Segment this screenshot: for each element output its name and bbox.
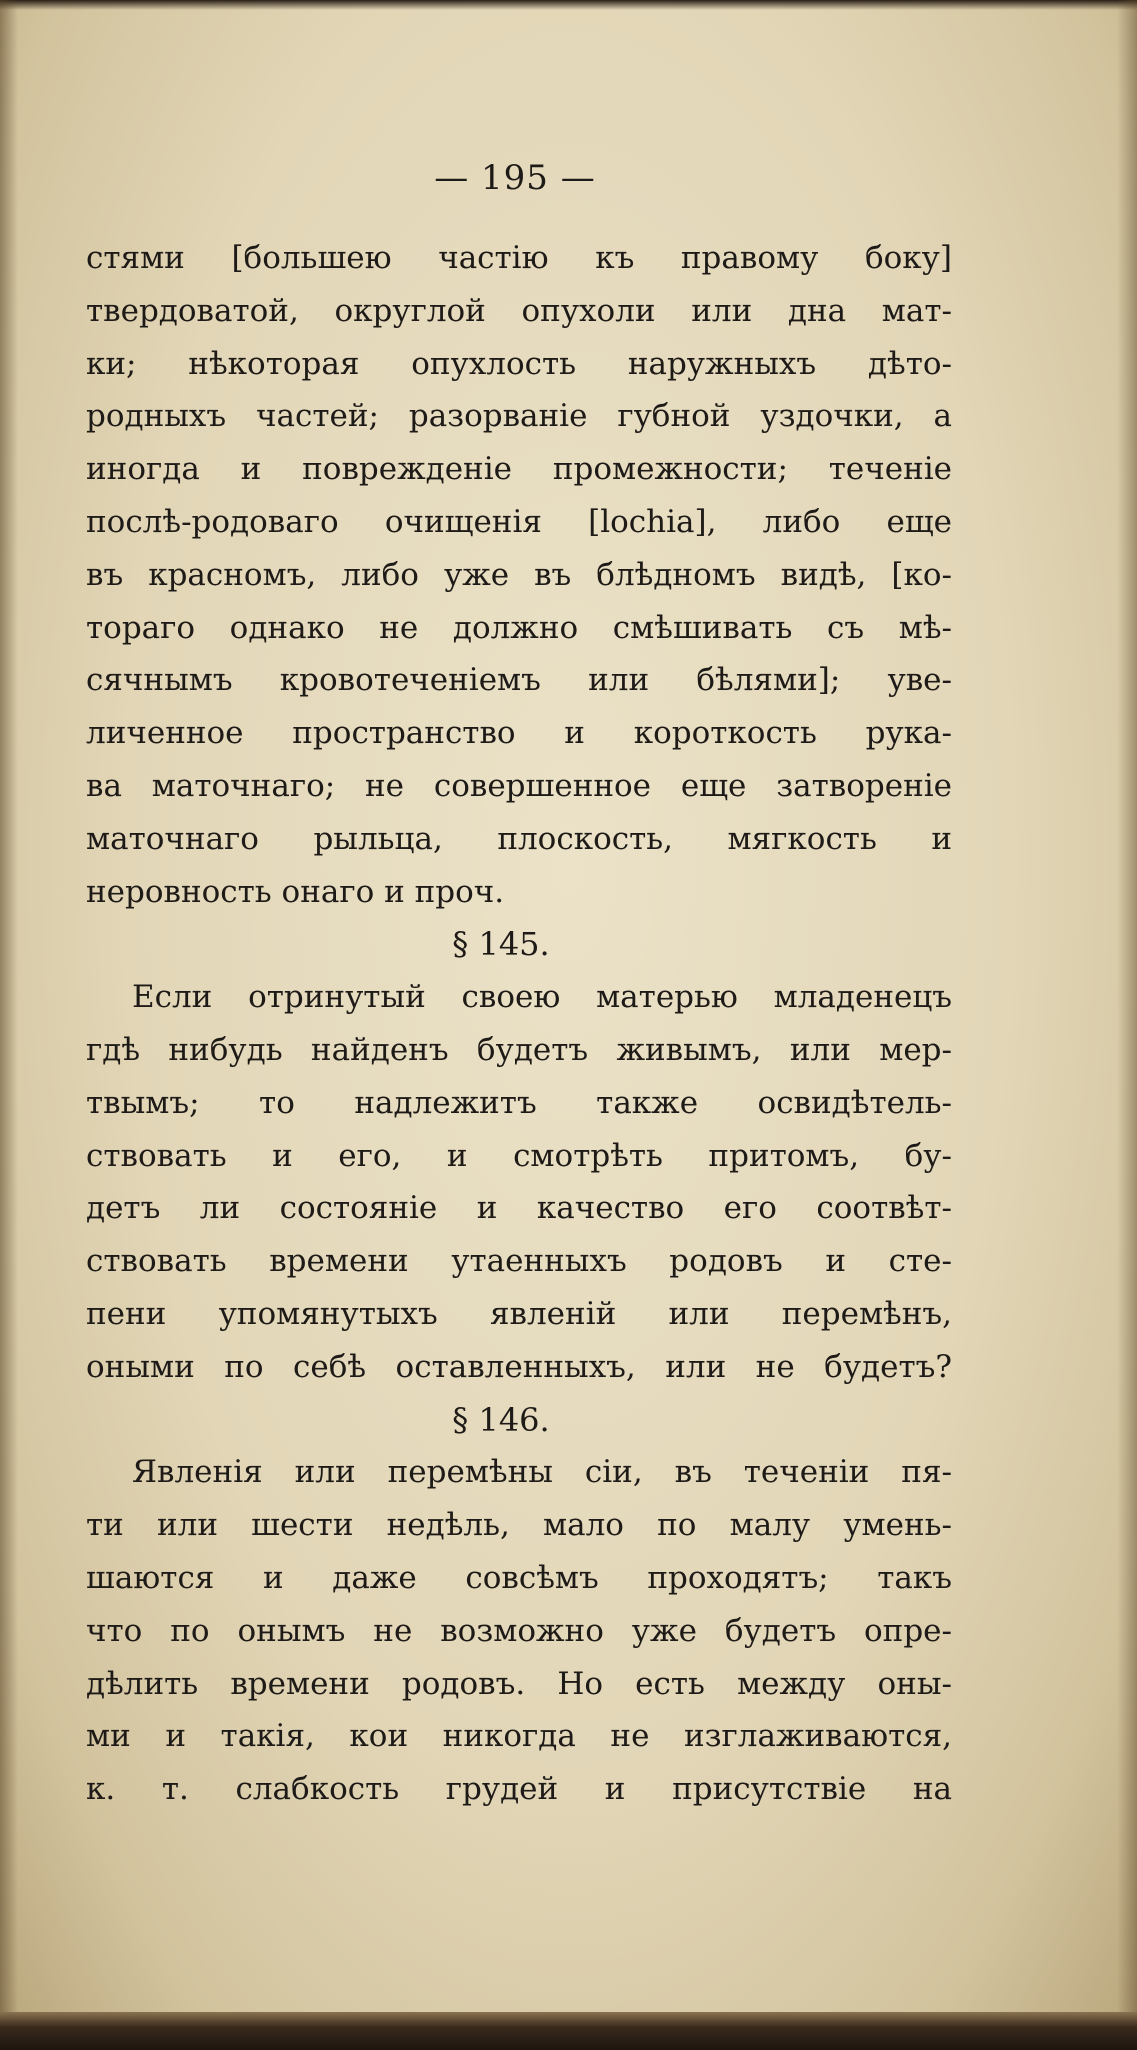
text-line: Если отринутый своею матерью младенецъ	[132, 979, 952, 1016]
page-top-shadow	[0, 0, 1137, 10]
text-line: послѣ-родоваго очищенія [lochia], либо еще	[86, 503, 952, 540]
text-line: оными по себѣ оставленныхъ, или не будетъ?	[86, 1348, 952, 1385]
text-line: твымъ; то надлежитъ также освидѣтель-	[86, 1084, 952, 1121]
text-line: ми и такія, кои никогда не изглаживаются,	[86, 1718, 952, 1755]
text-line: стями [большею частію къ правому боку]	[86, 240, 952, 276]
section-heading: § 146.	[452, 1400, 550, 1439]
text-line: пени упомянутыхъ явленiй или перемѣнъ,	[86, 1295, 952, 1332]
text-line: личенное пространство и короткость рука-	[86, 715, 952, 752]
text-line: маточнаго рыльца, плоскость, мягкость и	[86, 820, 952, 857]
text-line: детъ ли состоянiе и качество его соотвѣт-	[86, 1190, 952, 1227]
text-line: въ красномъ, либо уже въ блѣдномъ видѣ, [ко-	[86, 556, 952, 593]
text-line: ва маточнаго; не совершенное еще затворенiе	[86, 767, 952, 804]
text-line: дѣлить времени родовъ. Но есть между оны-	[86, 1665, 952, 1702]
text-line: ствовать и его, и смотрѣть притомъ, бу-	[86, 1137, 952, 1174]
text-line: ти или шести недѣль, мало по малу умень-	[86, 1507, 952, 1544]
text-line: неровность онаго и проч.	[86, 873, 505, 910]
text-line: родныхъ частей; разорванiе губной уздочки, а	[86, 398, 952, 435]
text-line: шаются и даже совсѣмъ проходятъ; такъ	[86, 1559, 952, 1596]
page-left-shadow	[0, 0, 18, 2050]
page-bottom-shadow	[0, 2012, 1137, 2050]
text-line: к. т. слабкость грудей и присутствiе на	[86, 1771, 952, 1808]
page-text	[86, 232, 952, 1816]
page-number: — 195 —	[434, 158, 596, 198]
text-line: ки; нѣкоторая опухлость наружныхъ дѣто-	[86, 345, 952, 382]
text-line: твердоватой, округлой опухоли или дна мат-	[86, 292, 952, 329]
text-line: тораго однако не должно смѣшивать съ мѣ-	[86, 609, 952, 646]
text-line: Явленiя или перемѣны сiи, въ теченiи пя-	[132, 1454, 952, 1491]
text-line: иногда и поврежденiе промежности; теченiе	[86, 451, 952, 488]
text-line: гдѣ нибудь найденъ будетъ живымъ, или мер-	[86, 1031, 952, 1068]
text-line: ствовать времени утаенныхъ родовъ и сте-	[86, 1243, 952, 1280]
page-right-shadow	[1117, 0, 1137, 2050]
text-line: что по онымъ не возможно уже будетъ опре-	[86, 1612, 952, 1649]
section-heading: § 145.	[452, 925, 550, 964]
text-line: сячнымъ кровотеченiемъ или бѣлями]; уве-	[86, 662, 952, 699]
